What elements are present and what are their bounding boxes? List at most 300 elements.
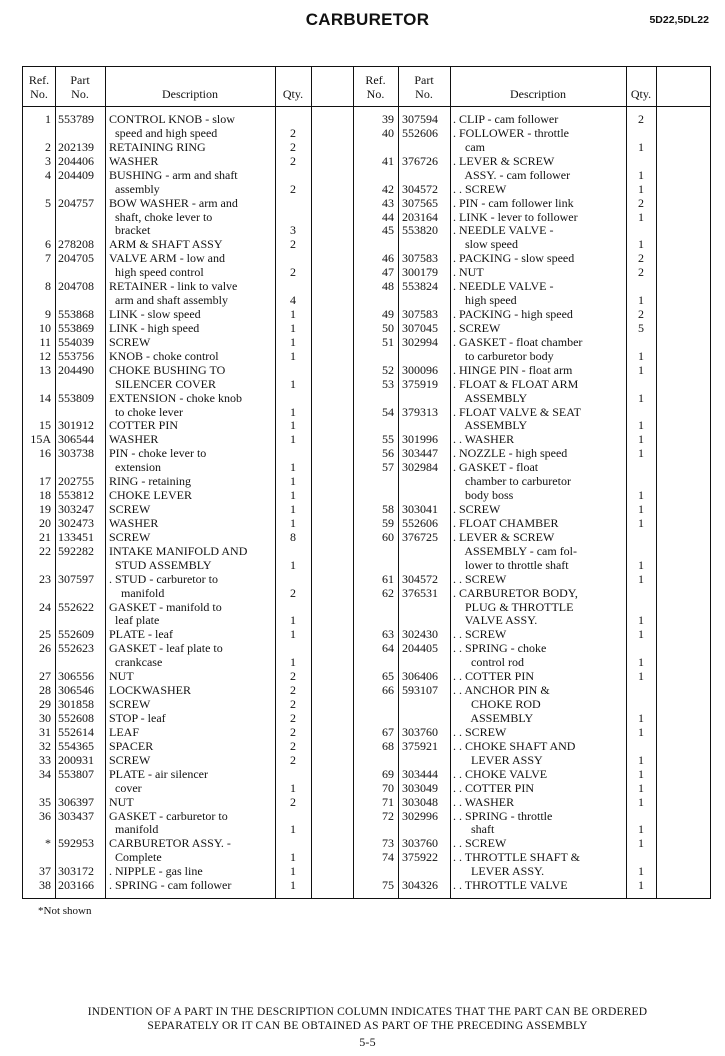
quantity: 1 <box>638 794 644 809</box>
part-description: to choke lever <box>109 404 183 419</box>
part-description: NUT <box>109 794 134 809</box>
part-description: chamber to carburetor <box>453 474 571 489</box>
table-row <box>353 559 656 573</box>
table-row <box>23 712 311 726</box>
table-row <box>353 503 656 517</box>
ref-number: 69 <box>382 766 394 781</box>
part-description: . . WASHER <box>453 432 515 447</box>
ref-number: 17 <box>39 474 51 489</box>
table-row <box>23 754 311 768</box>
part-description: WASHER <box>109 153 159 168</box>
table-row <box>23 113 311 127</box>
part-description: CHOKE LEVER <box>109 488 192 503</box>
table-row <box>23 169 311 183</box>
part-number: 203164 <box>402 209 438 224</box>
part-number: 553809 <box>58 390 94 405</box>
ref-number: 27 <box>39 669 51 684</box>
table-row <box>353 489 656 503</box>
table-row <box>353 252 656 266</box>
quantity: 1 <box>638 613 644 628</box>
ref-number: 39 <box>382 112 394 126</box>
part-number: 204708 <box>58 279 94 294</box>
table-row <box>353 726 656 740</box>
part-number: 306544 <box>58 432 94 447</box>
part-description: . . ANCHOR PIN & <box>453 683 550 698</box>
part-description: STUD ASSEMBLY <box>109 557 212 572</box>
table-row <box>353 350 656 364</box>
table-row <box>23 211 311 225</box>
part-description: . . SCREW <box>453 571 507 586</box>
part-description: CARBURETOR ASSY. - <box>109 836 231 851</box>
table-row <box>23 350 311 364</box>
table-row <box>23 155 311 169</box>
table-row <box>23 475 311 489</box>
ref-number: 12 <box>39 348 51 363</box>
quantity: 2 <box>290 683 296 698</box>
quantity: 1 <box>638 724 644 739</box>
ref-number: 14 <box>39 390 51 405</box>
part-description: . NUT <box>453 265 484 280</box>
part-description: ASSEMBLY <box>453 418 528 433</box>
quantity: 3 <box>290 223 296 238</box>
ref-number: 45 <box>382 223 394 238</box>
table-row <box>23 628 311 642</box>
quantity: 1 <box>638 348 644 363</box>
table-row <box>23 768 311 782</box>
quantity: 1 <box>638 293 644 308</box>
ref-number: 73 <box>382 836 394 851</box>
part-description: INTAKE MANIFOLD AND <box>109 543 248 558</box>
part-number: 552609 <box>58 627 94 642</box>
table-row <box>23 489 311 503</box>
table-row <box>23 517 311 531</box>
ref-number: 66 <box>382 683 394 698</box>
quantity: 1 <box>638 669 644 684</box>
part-description: . PIN - cam follower link <box>453 195 574 210</box>
ref-number: 37 <box>39 864 51 879</box>
table-row <box>23 670 311 684</box>
part-description: arm and shaft assembly <box>109 293 228 308</box>
part-description: . . COTTER PIN <box>453 780 534 795</box>
header-ref-line2: No. <box>366 86 385 101</box>
part-description: SCREW <box>109 334 151 349</box>
quantity: 1 <box>638 822 644 837</box>
table-row <box>23 573 311 587</box>
table-row <box>353 851 656 865</box>
quantity: 1 <box>638 571 644 586</box>
header-part-line1: Part <box>70 72 90 87</box>
part-number: 303444 <box>402 766 438 781</box>
footer-line-1: INDENTION OF A PART IN THE DESCRIPTION COLUMN INDICATES THAT THE PART CAN BE ORDERED <box>87 1006 648 1018</box>
table-row <box>23 545 311 559</box>
header-qty: Qty. <box>282 86 304 101</box>
table-row <box>353 517 656 531</box>
quantity: 2 <box>638 195 644 210</box>
table-row <box>353 740 656 754</box>
part-description: GASKET - leaf plate to <box>109 641 223 656</box>
ref-number: 38 <box>39 878 51 893</box>
part-description: LINK - slow speed <box>109 307 201 322</box>
ref-number: 13 <box>39 362 51 377</box>
table-row <box>353 197 656 211</box>
table-row <box>353 155 656 169</box>
table-row <box>353 183 656 197</box>
ref-number: 32 <box>39 738 51 753</box>
part-description: . PACKING - slow speed <box>453 251 575 266</box>
table-row <box>353 670 656 684</box>
ref-number: 61 <box>382 571 394 586</box>
part-description: SCREW <box>109 697 151 712</box>
part-number: 303049 <box>402 780 438 795</box>
table-row <box>23 601 311 615</box>
table-row <box>23 419 311 433</box>
table-row <box>23 252 311 266</box>
part-description: manifold <box>109 822 159 837</box>
footnote: *Not shown <box>38 905 92 917</box>
quantity: 1 <box>290 460 296 475</box>
quantity: 1 <box>290 822 296 837</box>
ref-number: 34 <box>39 766 51 781</box>
part-description: STOP - leaf <box>109 710 166 725</box>
ref-number: 31 <box>39 724 51 739</box>
ref-number: 11 <box>39 334 51 349</box>
part-number: 301912 <box>58 418 94 433</box>
model-number: 5D22,5DL22 <box>649 14 709 26</box>
ref-number: 18 <box>39 488 51 503</box>
ref-number: 53 <box>382 376 394 391</box>
quantity: 1 <box>290 474 296 489</box>
quantity: 2 <box>290 139 296 154</box>
part-description: BUSHING - arm and shaft <box>109 167 238 182</box>
part-number: 306556 <box>58 669 94 684</box>
table-row <box>353 614 656 628</box>
part-description: WASHER <box>109 432 159 447</box>
ref-number: 21 <box>39 529 51 544</box>
table-row <box>353 879 656 893</box>
ref-number: 50 <box>382 320 394 335</box>
part-number: 302996 <box>402 808 438 823</box>
table-row <box>353 336 656 350</box>
ref-number: 8 <box>45 279 51 294</box>
part-description: . . WASHER <box>453 794 515 809</box>
ref-number: 59 <box>382 515 394 530</box>
quantity: 1 <box>290 780 296 795</box>
ref-number: 22 <box>39 543 51 558</box>
part-number: 307583 <box>402 307 438 322</box>
part-number: 593107 <box>402 683 438 698</box>
part-number: 552606 <box>402 515 438 530</box>
table-row <box>353 823 656 837</box>
part-description: PLATE - air silencer <box>109 766 208 781</box>
ref-number: 56 <box>382 446 394 461</box>
part-description: crankcase <box>109 655 163 670</box>
table-row <box>353 211 656 225</box>
table-row <box>353 754 656 768</box>
table-row <box>353 475 656 489</box>
header-part-line2: No. <box>415 86 433 101</box>
ref-number: 46 <box>382 251 394 266</box>
quantity: 1 <box>638 362 644 377</box>
part-description: assembly <box>109 181 160 196</box>
table-row <box>353 545 656 559</box>
quantity: 2 <box>290 710 296 725</box>
quantity: 1 <box>290 502 296 517</box>
table-row <box>353 531 656 545</box>
ref-number: 48 <box>382 279 394 294</box>
quantity: 1 <box>638 209 644 224</box>
part-description: . CLIP - cam follower <box>453 112 559 126</box>
table-row <box>23 433 311 447</box>
part-description: CHOKE ROD <box>453 697 541 712</box>
part-number: 375922 <box>402 850 438 865</box>
part-number: 278208 <box>58 237 94 252</box>
part-description: LINK - high speed <box>109 320 200 335</box>
footer-line-2: SEPARATELY OR IT CAN BE OBTAINED AS PART OF THE PRECEDING ASSEMBLY <box>147 1020 588 1032</box>
header-ref-right <box>353 67 398 106</box>
table-row <box>353 169 656 183</box>
part-description: . SCREW <box>453 502 501 517</box>
quantity: 2 <box>638 307 644 322</box>
ref-number: 55 <box>382 432 394 447</box>
ref-number: 60 <box>382 529 394 544</box>
part-number: 204757 <box>58 195 94 210</box>
part-number: 302473 <box>58 515 94 530</box>
ref-number: 47 <box>382 265 394 280</box>
table-row <box>353 573 656 587</box>
part-number: 553869 <box>58 320 94 335</box>
parts-table <box>22 66 711 899</box>
part-description: speed and high speed <box>109 125 218 140</box>
part-description: body boss <box>453 488 514 503</box>
part-description: . NIPPLE - gas line <box>109 864 203 879</box>
part-description: to carburetor body <box>453 348 554 363</box>
header-ref <box>23 67 55 106</box>
header-rule <box>23 106 710 107</box>
part-description: SPACER <box>109 738 154 753</box>
quantity: 2 <box>638 265 644 280</box>
quantity: 1 <box>638 655 644 670</box>
part-description: SILENCER COVER <box>109 376 217 391</box>
part-description: CONTROL KNOB - slow <box>109 112 235 126</box>
part-description: . . SCREW <box>453 627 507 642</box>
table-row <box>23 183 311 197</box>
part-description: LEVER ASSY <box>453 752 543 767</box>
ref-number: 51 <box>382 334 394 349</box>
quantity: 2 <box>290 669 296 684</box>
table-row <box>23 587 311 601</box>
header-description: Description <box>162 86 218 101</box>
part-number: 552622 <box>58 599 94 614</box>
part-number: 304572 <box>402 181 438 196</box>
part-description: . . THROTTLE VALVE <box>453 878 568 893</box>
ref-number: 23 <box>39 571 51 586</box>
quantity: 1 <box>638 390 644 405</box>
quantity: 1 <box>638 864 644 879</box>
quantity: 1 <box>290 850 296 865</box>
table-row <box>23 461 311 475</box>
part-description: RETAINING RING <box>109 139 206 154</box>
table-row <box>23 322 311 336</box>
ref-number: 63 <box>382 627 394 642</box>
part-number: 553812 <box>58 488 94 503</box>
part-description: . STUD - carburetor to <box>109 571 218 586</box>
part-number: 306406 <box>402 669 438 684</box>
part-number: 376725 <box>402 529 438 544</box>
part-number: 553824 <box>402 279 438 294</box>
ref-number: 71 <box>382 794 394 809</box>
part-description: PIN - choke lever to <box>109 446 207 461</box>
ref-number: * <box>45 836 51 851</box>
part-description: . GASKET - float <box>453 460 539 475</box>
part-number: 552606 <box>402 125 438 140</box>
table-row <box>353 601 656 615</box>
table-row <box>23 392 311 406</box>
table-row <box>23 614 311 628</box>
part-description: leaf plate <box>109 613 160 628</box>
quantity: 2 <box>290 794 296 809</box>
ref-number: 15 <box>39 418 51 433</box>
quantity: 2 <box>290 724 296 739</box>
quantity: 1 <box>638 446 644 461</box>
part-description: . NEEDLE VALVE - <box>453 279 554 294</box>
ref-number: 36 <box>39 808 51 823</box>
part-description: slow speed <box>453 237 518 252</box>
table-row <box>23 740 311 754</box>
ref-number: 20 <box>39 515 51 530</box>
table-row <box>353 810 656 824</box>
header-part-right <box>398 67 450 106</box>
ref-number: 49 <box>382 307 394 322</box>
table-row <box>353 656 656 670</box>
quantity: 2 <box>290 237 296 252</box>
quantity: 2 <box>290 153 296 168</box>
quantity: 1 <box>290 404 296 419</box>
part-number: 375919 <box>402 376 438 391</box>
part-number: 552614 <box>58 724 94 739</box>
part-description: LEAF <box>109 724 139 739</box>
part-description: . CARBURETOR BODY, <box>453 585 578 600</box>
part-number: 303760 <box>402 836 438 851</box>
table-row <box>353 865 656 879</box>
part-number: 306546 <box>58 683 94 698</box>
table-row <box>353 364 656 378</box>
quantity: 1 <box>638 515 644 530</box>
quantity: 2 <box>290 752 296 767</box>
header-qty-right: Qty. <box>630 86 652 101</box>
ref-number: 19 <box>39 502 51 517</box>
part-number: 553789 <box>58 112 94 126</box>
part-description: . . SCREW <box>453 181 507 196</box>
quantity: 2 <box>638 251 644 266</box>
quantity: 1 <box>290 557 296 572</box>
quantity: 1 <box>638 766 644 781</box>
part-description: CHOKE BUSHING TO <box>109 362 226 377</box>
part-number: 307597 <box>58 571 94 586</box>
table-row <box>23 796 311 810</box>
table-row <box>23 294 311 308</box>
part-description: . NOZZLE - high speed <box>453 446 568 461</box>
table-row <box>23 447 311 461</box>
table-row <box>23 364 311 378</box>
ref-number: 28 <box>39 683 51 698</box>
table-row <box>23 406 311 420</box>
part-number: 552623 <box>58 641 94 656</box>
part-number: 204406 <box>58 153 94 168</box>
table-row <box>23 823 311 837</box>
page-title: CARBURETOR <box>305 10 430 29</box>
ref-number: 15A <box>30 432 51 447</box>
part-description: . . COTTER PIN <box>453 669 534 684</box>
ref-number: 40 <box>382 125 394 140</box>
part-number: 375921 <box>402 738 438 753</box>
table-row <box>353 378 656 392</box>
quantity: 1 <box>638 432 644 447</box>
table-row <box>353 433 656 447</box>
part-number: 200931 <box>58 752 94 767</box>
quantity: 1 <box>290 627 296 642</box>
quantity: 1 <box>290 348 296 363</box>
part-description: . . SCREW <box>453 836 507 851</box>
part-description: NUT <box>109 669 134 684</box>
ref-number: 67 <box>382 724 394 739</box>
ref-number: 26 <box>39 641 51 656</box>
table-row <box>23 851 311 865</box>
table-row <box>353 642 656 656</box>
part-description: . . THROTTLE SHAFT & <box>453 850 580 865</box>
table-row <box>23 127 311 141</box>
part-number: 303437 <box>58 808 94 823</box>
table-row <box>23 642 311 656</box>
part-description: lower to throttle shaft <box>453 557 569 572</box>
ref-number: 70 <box>382 780 394 795</box>
table-row <box>23 726 311 740</box>
quantity: 2 <box>290 585 296 600</box>
part-description: . SPRING - cam follower <box>109 878 232 893</box>
part-description: cover <box>109 780 142 795</box>
part-description: . . SPRING - choke <box>453 641 547 656</box>
part-number: 301858 <box>58 697 94 712</box>
ref-number: 57 <box>382 460 394 475</box>
part-description: . FLOAT VALVE & SEAT <box>453 404 581 419</box>
ref-number: 24 <box>39 599 51 614</box>
header-ref-line1: Ref. <box>28 72 50 87</box>
part-number: 303048 <box>402 794 438 809</box>
table-row <box>353 238 656 252</box>
ref-number: 54 <box>382 404 394 419</box>
header-description-right: Description <box>510 86 566 101</box>
part-number: 553820 <box>402 223 438 238</box>
ref-number: 3 <box>45 153 51 168</box>
part-number: 302430 <box>402 627 438 642</box>
part-description: . FLOAT & FLOAT ARM <box>453 376 579 391</box>
part-description: PLUG & THROTTLE <box>453 599 574 614</box>
header-ref-line1: Ref. <box>365 72 386 87</box>
quantity: 1 <box>290 613 296 628</box>
part-number: 307594 <box>402 112 438 126</box>
ref-number: 52 <box>382 362 394 377</box>
part-number: 306397 <box>58 794 94 809</box>
table-row <box>353 447 656 461</box>
part-description: . LEVER & SCREW <box>453 153 555 168</box>
quantity: 1 <box>638 752 644 767</box>
ref-number: 41 <box>382 153 394 168</box>
table-row <box>23 782 311 796</box>
header-part <box>55 67 105 106</box>
table-row <box>353 684 656 698</box>
table-row <box>23 308 311 322</box>
part-number: 553868 <box>58 307 94 322</box>
quantity: 1 <box>290 418 296 433</box>
